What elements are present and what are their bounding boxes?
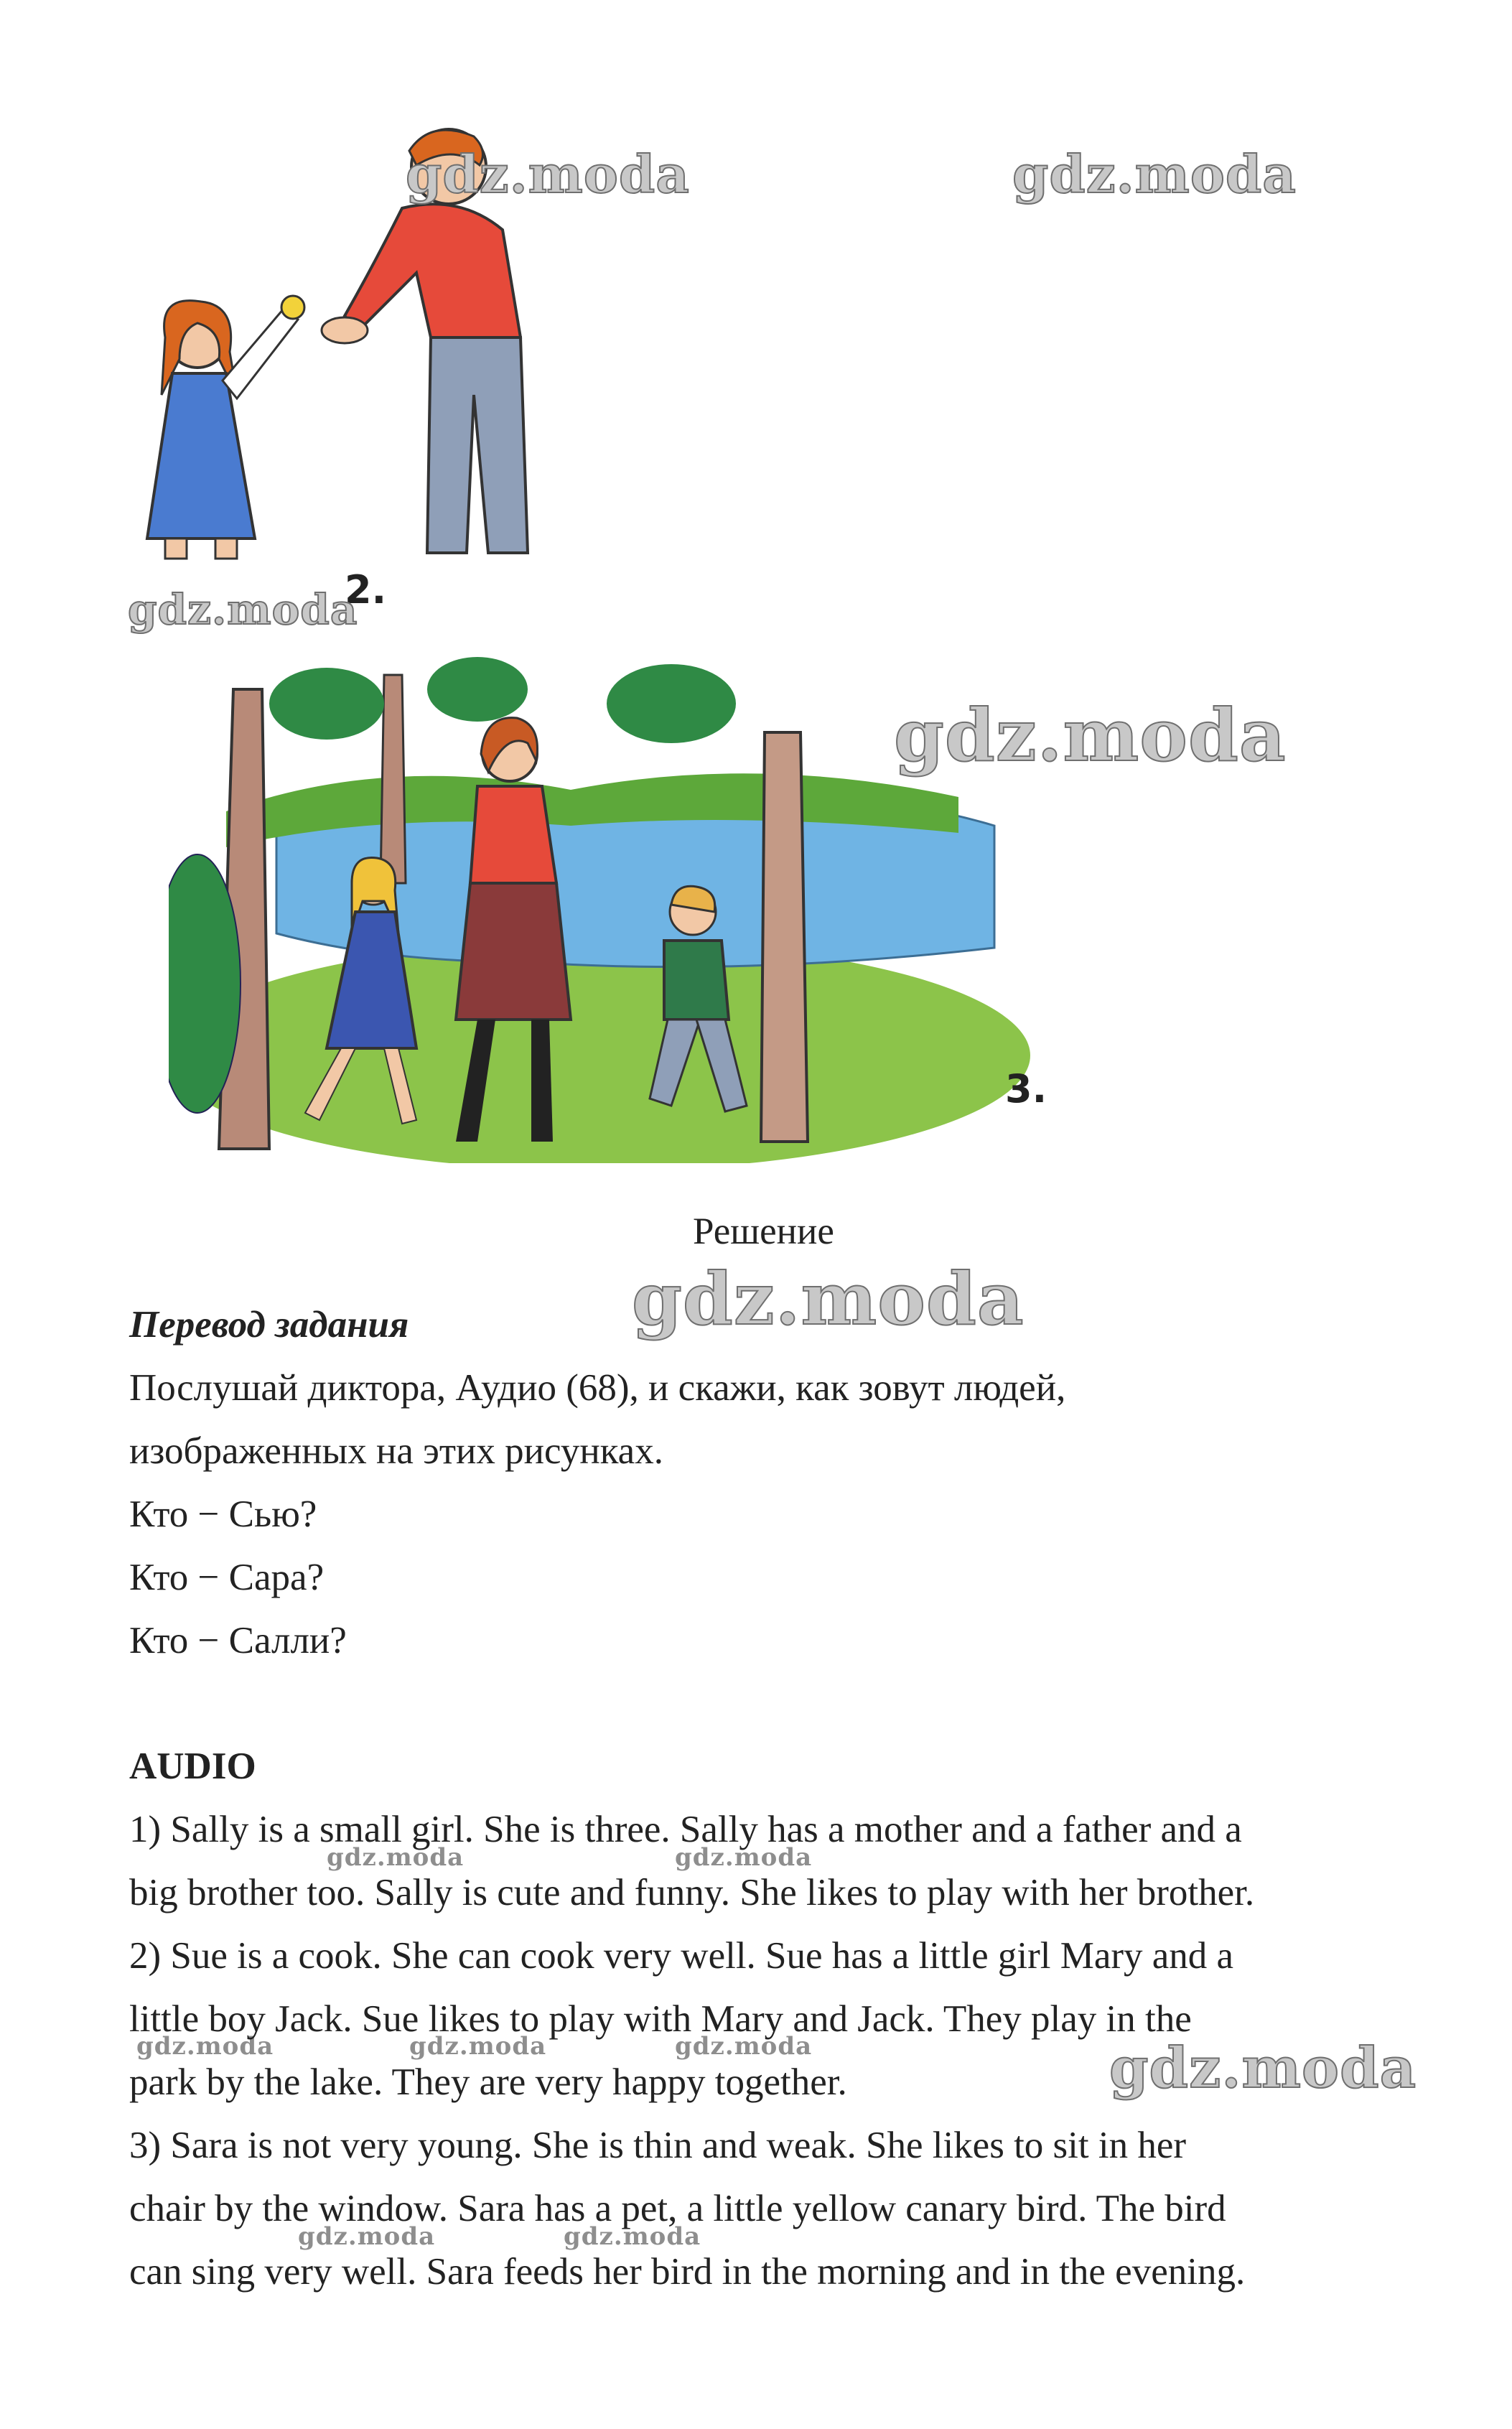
tree-left [169,689,269,1149]
illustration-3-label: 3. [1005,1066,1047,1111]
audio-line: 3) Sara is not very young. She is thin and weak. She likes to sit in her [129,2125,1187,2166]
girl-figure [147,296,304,559]
illustration-2-label: 2. [345,567,387,612]
translation-heading: Перевод задания [129,1304,409,1346]
watermark: gdz.moda [136,2032,274,2061]
audio-line: can sing very well. Sara feeds her bird in the morning and in the evening. [129,2251,1246,2293]
watermark: gdz.moda [409,2032,547,2061]
audio-line: big brother too. Sally is cute and funny. She likes to play with her brother. [129,1872,1255,1913]
watermark: gdz.moda [675,1843,813,1872]
translation-line: Послушай диктора, Аудио (68), и скажи, как зовут людей, [129,1367,1066,1409]
watermark: gdz.moda [632,1257,1025,1341]
watermark: gdz.moda [406,144,690,205]
audio-line: 2) Sue is a cook. She can cook very well. Sue has a little girl Mary and a [129,1935,1234,1977]
watermark: gdz.moda [1109,2036,1417,2101]
audio-line: little boy Jack. Sue likes to play with Mary and Jack. They play in the [129,1998,1192,2040]
watermark: gdz.moda [894,693,1287,778]
solution-heading: Решение [693,1211,834,1252]
audio-heading: AUDIO [129,1745,256,1787]
translation-line: Кто − Сью? [129,1493,317,1535]
translation-line: Кто − Сара? [129,1557,325,1598]
audio-line: chair by the window. Sara has a pet, a little yellow canary bird. The bird [129,2188,1226,2229]
watermark: gdz.moda [1012,144,1297,205]
watermark: gdz.moda [327,1843,465,1872]
audio-line: park by the lake. They are very happy together. [129,2061,847,2103]
watermark: gdz.moda [564,2222,701,2251]
translation-line: изображенных на этих рисунках. [129,1430,663,1472]
watermark: gdz.moda [298,2222,436,2251]
grass [169,941,1030,1163]
watermark: gdz.moda [675,2032,813,2061]
audio-line: 1) Sally is a small girl. She is three. Sally has a mother and a father and a [129,1809,1242,1850]
watermark: gdz.moda [128,585,358,634]
translation-line: Кто − Салли? [129,1620,347,1661]
